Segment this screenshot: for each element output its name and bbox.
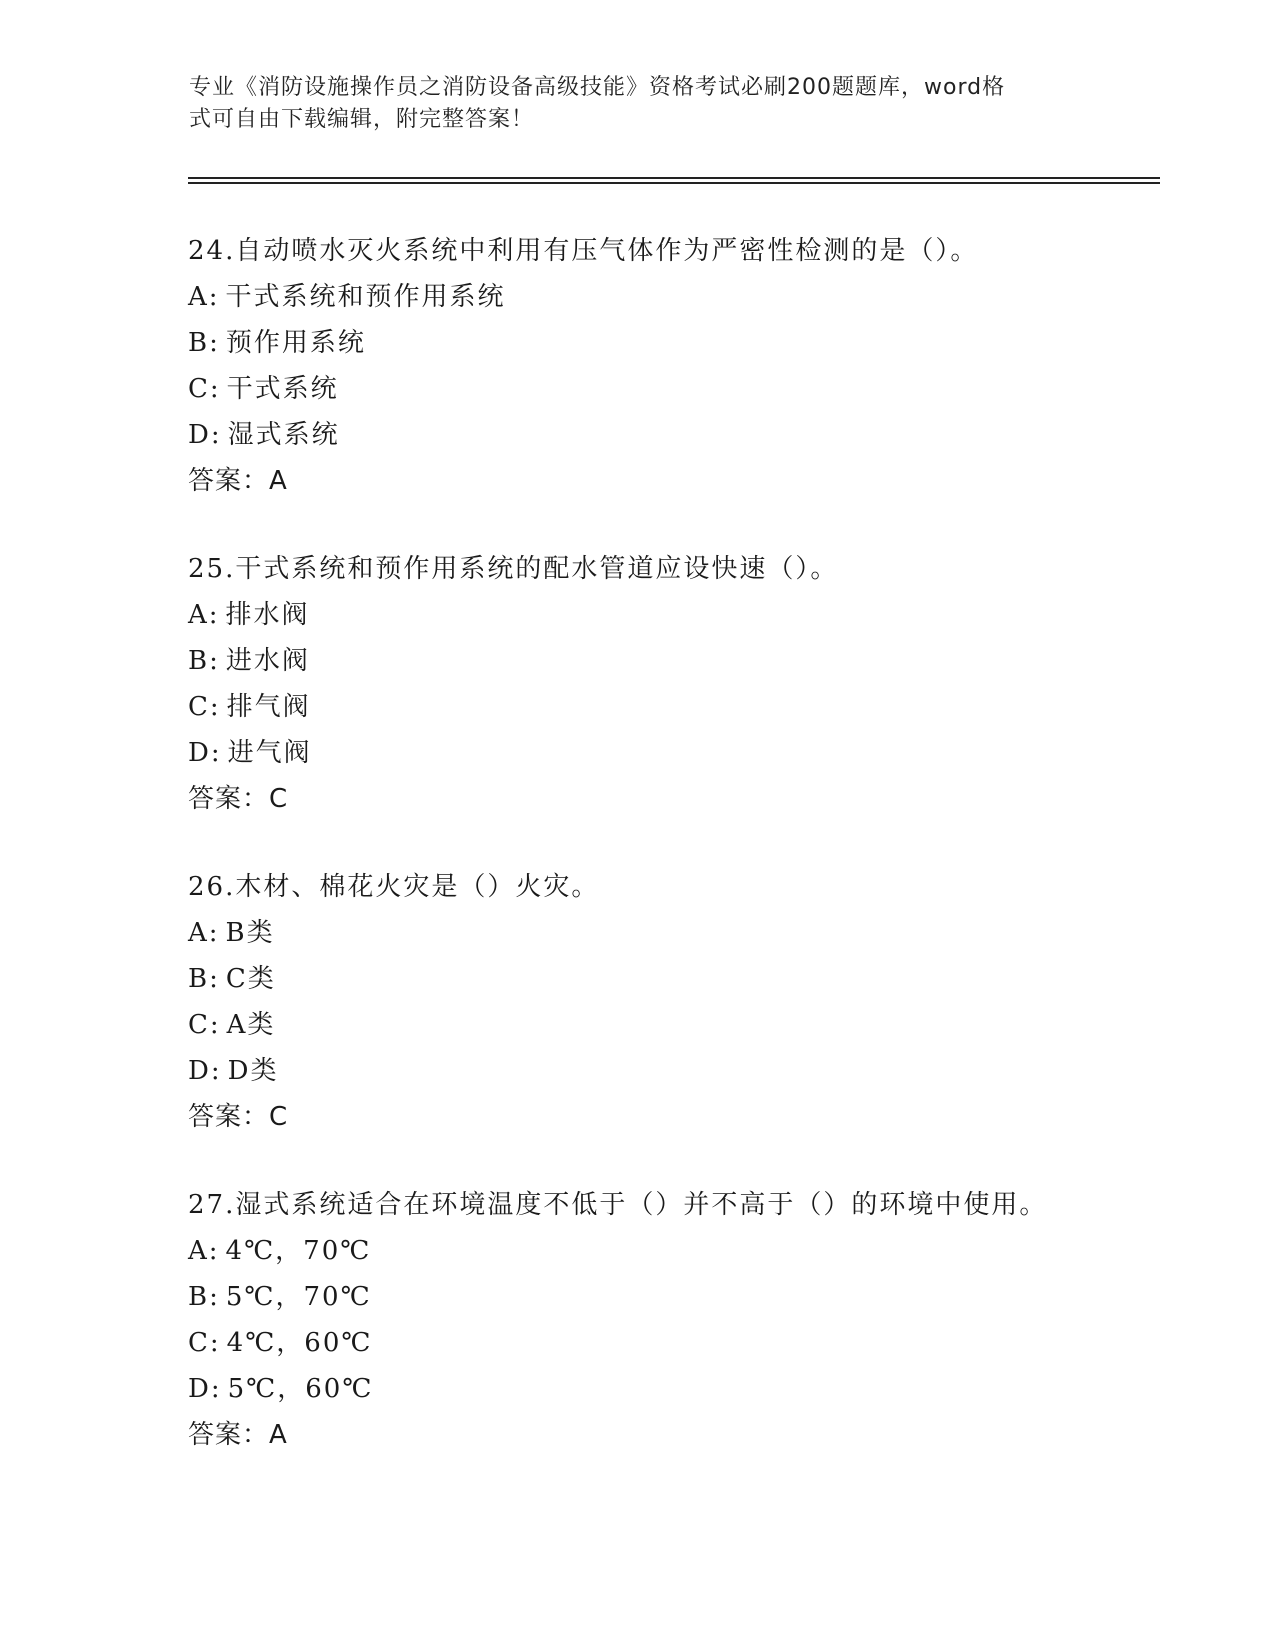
option-text: 4℃，60℃	[226, 1328, 373, 1358]
option-d	[188, 730, 1148, 776]
option-text: 预作用系统	[225, 328, 366, 358]
option-letter: D:	[188, 420, 222, 450]
answer-line: 答案：A	[188, 1420, 288, 1450]
option-letter: C:	[188, 1328, 221, 1358]
answer-line: 答案：A	[188, 466, 288, 496]
option-text: 排水阀	[225, 600, 310, 630]
option-d	[188, 1048, 1148, 1094]
option-b	[188, 638, 1148, 684]
option-text: 进气阀	[227, 738, 312, 768]
option-letter: D:	[188, 738, 222, 768]
option-text: D类	[227, 1056, 279, 1086]
header-line-1: 专业《消防设施操作员之消防设备高级技能》资格考试必刷200题题库，word格	[189, 75, 1006, 100]
option-letter: B:	[188, 964, 220, 994]
question-27	[188, 1182, 1148, 1458]
option-letter: C:	[188, 692, 221, 722]
option-text: 干式系统	[226, 374, 339, 404]
option-text: 4℃，70℃	[225, 1236, 372, 1266]
question-25	[188, 546, 1148, 822]
option-a	[188, 274, 1148, 320]
option-letter: C:	[188, 1010, 221, 1040]
option-letter: A:	[188, 1236, 220, 1266]
option-text: A类	[226, 1010, 276, 1040]
option-text: 5℃，70℃	[225, 1282, 372, 1312]
option-a	[188, 592, 1148, 638]
answer-line: 答案：C	[188, 784, 289, 814]
option-a	[188, 1228, 1148, 1274]
option-b	[188, 956, 1148, 1002]
option-c	[188, 684, 1148, 730]
option-text: 5℃，60℃	[227, 1374, 374, 1404]
option-c	[188, 1002, 1148, 1048]
option-text: 进水阀	[225, 646, 310, 676]
option-b	[188, 1274, 1148, 1320]
question-stem: 25.干式系统和预作用系统的配水管道应设快速（）。	[188, 554, 839, 584]
option-b	[188, 320, 1148, 366]
option-text: 排气阀	[226, 692, 311, 722]
option-letter: A:	[188, 918, 220, 948]
option-d	[188, 1366, 1148, 1412]
option-c	[188, 366, 1148, 412]
question-26	[188, 864, 1148, 1140]
question-24	[188, 228, 1148, 504]
option-letter: C:	[188, 374, 221, 404]
header-line-2: 式可自由下载编辑，附完整答案！	[189, 107, 535, 132]
answer-line: 答案：C	[188, 1102, 289, 1132]
option-a	[188, 910, 1148, 956]
option-text: B类	[225, 918, 275, 948]
header-divider-top	[188, 177, 1160, 179]
option-text: 湿式系统	[227, 420, 340, 450]
question-stem: 24.自动喷水灭火系统中利用有压气体作为严密性检测的是（）。	[188, 236, 979, 266]
option-letter: D:	[188, 1056, 222, 1086]
option-letter: B:	[188, 646, 220, 676]
document-header	[189, 72, 1069, 136]
question-stem: 26.木材、棉花火灾是（）火灾。	[188, 872, 600, 902]
option-text: 干式系统和预作用系统	[225, 282, 506, 312]
option-letter: B:	[188, 1282, 220, 1312]
option-letter: A:	[188, 282, 220, 312]
option-text: C类	[225, 964, 276, 994]
option-c	[188, 1320, 1148, 1366]
option-letter: B:	[188, 328, 220, 358]
header-divider-bottom	[188, 182, 1160, 184]
option-letter: D:	[188, 1374, 222, 1404]
option-letter: A:	[188, 600, 220, 630]
question-stem: 27.湿式系统适合在环境温度不低于（）并不高于（）的环境中使用。	[188, 1190, 1048, 1220]
option-d	[188, 412, 1148, 458]
